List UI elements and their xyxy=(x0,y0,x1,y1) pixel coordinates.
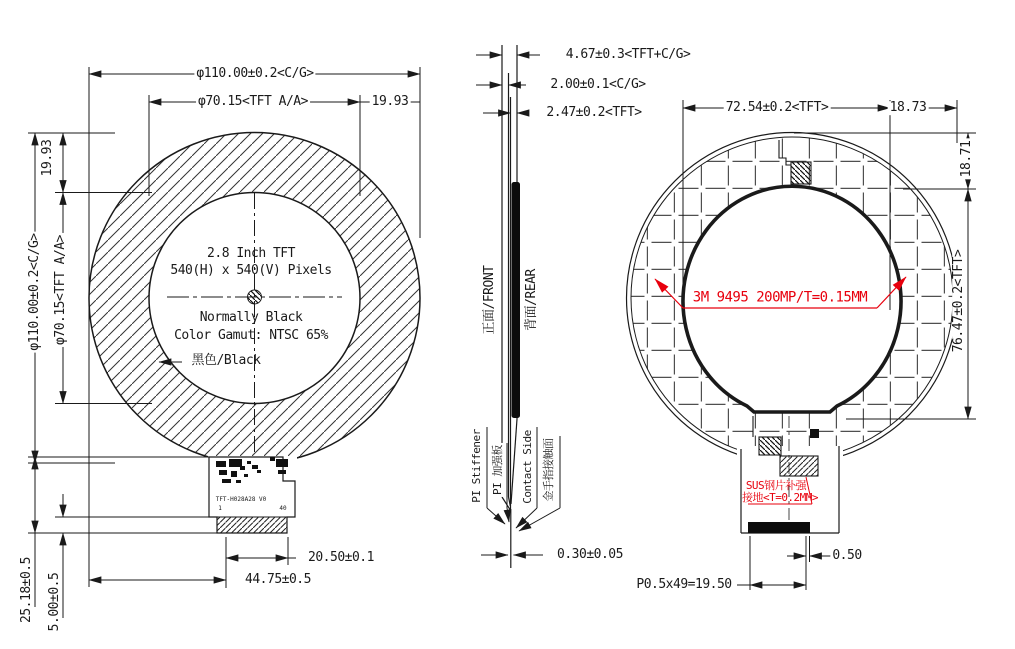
label-rear-side: 背面/REAR xyxy=(524,269,540,331)
dim-contact-row: P0.5x49=19.50 xyxy=(636,577,732,593)
rear-view-drawing xyxy=(627,100,977,593)
sus-stiffener-note-line2: 接地<T=0.2MM> xyxy=(741,491,819,505)
dim-front-edge-v: 19.93 xyxy=(40,139,56,177)
dim-pin-pitch: 0.50 xyxy=(832,548,862,564)
dim-coverglass-thickness: 2.00±0.1<C/G> xyxy=(550,77,646,93)
dim-fpc-thickness: 0.30±0.05 xyxy=(557,547,623,563)
panel-resolution-text: 540(H) x 540(V) Pixels xyxy=(170,263,332,279)
fpc-pin-first: 1 xyxy=(218,504,222,512)
dim-rear-tft-height: 76.47±0.2<TFT> xyxy=(951,249,967,353)
dim-rear-edge-top: 18.71 xyxy=(959,140,975,178)
dim-front-outer-diameter-v: φ110.00±0.2<C/G> xyxy=(27,233,43,351)
adhesive-tape-note: 3M 9495 200MP/T=0.15MM xyxy=(692,289,868,306)
dim-rear-tft-width: 72.54±0.2<TFT> xyxy=(725,100,829,116)
dim-tail-total: 25.18±0.5 xyxy=(19,557,35,623)
label-pi-stiffener-en: PI Stiffener xyxy=(470,429,484,503)
dim-front-active-area-h: φ70.15<TFT A/A> xyxy=(198,94,308,110)
dim-contact-width: 20.50±0.1 xyxy=(308,550,374,566)
label-front-side: 正面/FRONT xyxy=(482,265,498,335)
fpc-model-text: TFT-H028A28 V0 xyxy=(215,495,267,503)
dim-tft-thickness: 2.47±0.2<TFT> xyxy=(546,105,642,121)
dim-total-thickness: 4.67±0.3<TFT+C/G> xyxy=(565,47,691,63)
dim-front-outer-diameter-h: φ110.00±0.2<C/G> xyxy=(196,66,314,82)
sus-stiffener-note-line1: SUS钢片补强 xyxy=(745,479,807,493)
panel-gamut-text: Color Gamut: NTSC 65% xyxy=(174,328,328,344)
label-contact-side-cn: 金手指接触面 xyxy=(542,438,556,502)
panel-mode-text: Normally Black xyxy=(199,310,303,326)
label-pi-stiffener-cn: PI 加强板 xyxy=(491,445,505,495)
dim-front-edge-h: 19.93 xyxy=(371,94,409,110)
dim-front-active-area-v: φ70.15<TFT A/A> xyxy=(53,235,69,345)
ring-color-label: 黑色/Black xyxy=(191,353,261,369)
panel-size-text: 2.8 Inch TFT xyxy=(207,246,295,262)
label-contact-side-en: Contact Side xyxy=(521,430,535,504)
fpc-pin-last: 40 xyxy=(279,504,287,512)
dim-contact-height: 5.00±0.5 xyxy=(47,572,63,632)
dim-rear-edge-right: 18.73 xyxy=(889,100,927,116)
dim-tail-offset: 44.75±0.5 xyxy=(245,572,311,588)
